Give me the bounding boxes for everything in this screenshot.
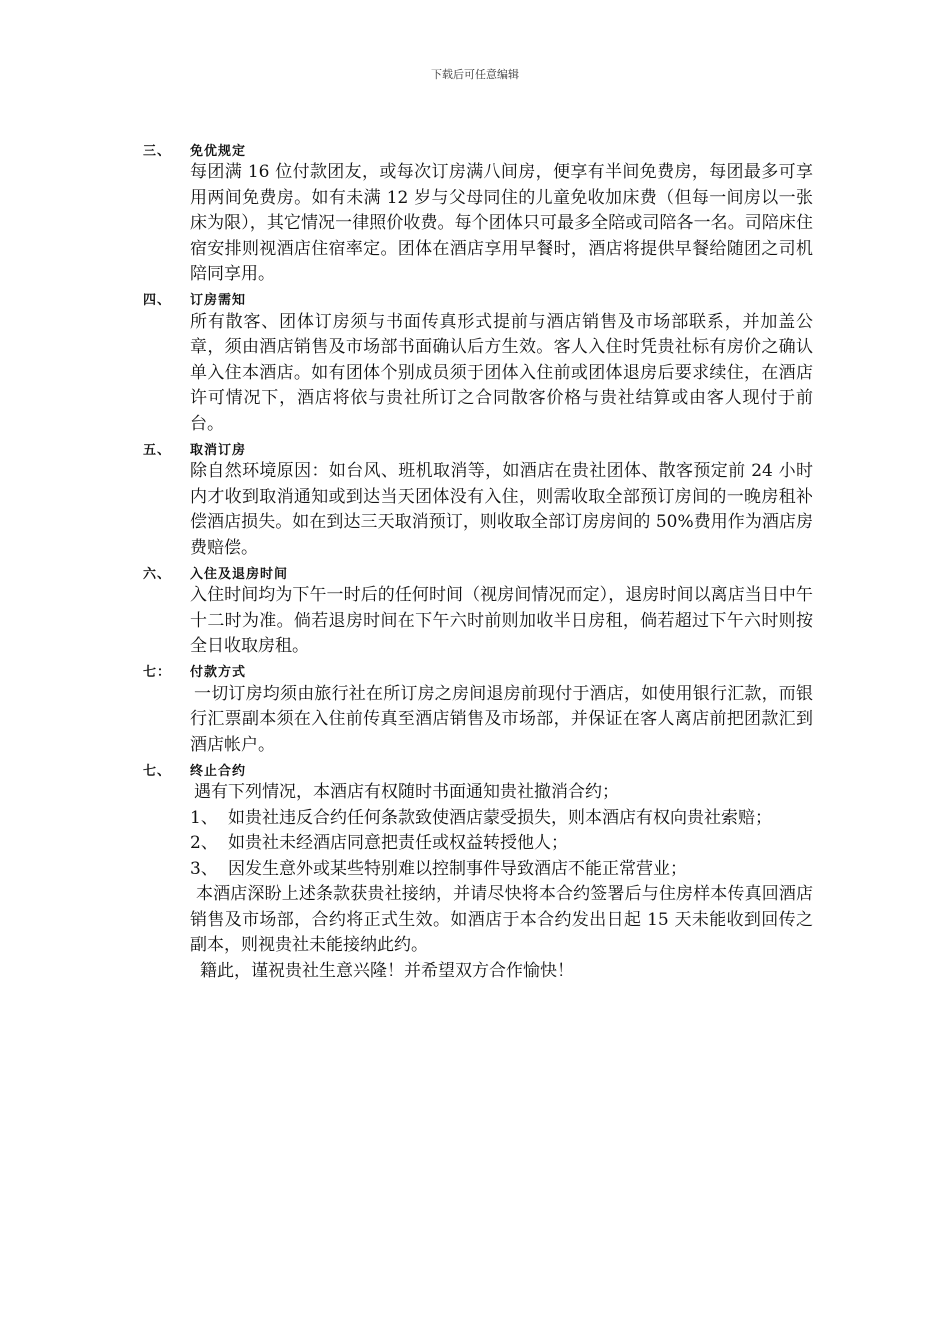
list-text: 因发生意外或某些特别难以控制事件导致酒店不能正常营业； [228,858,687,879]
section-heading [143,437,813,459]
list-number: 2、 [190,833,218,853]
section-number: 七： [143,665,172,680]
section-paragraph: 所有散客、团体订房须与书面传真形式提前与酒店销售及市场部联系，并加盖公章，须由酒店销售及市场部书面确认后方生效。客人入住时凭贵社标有房价之确认单入住本酒店。如有团体个别成员须于团体入住前或团体退房后要求续住，在酒店许可情况下，酒店将依与贵社所订之合同散客价格与贵社结算或由客人现付于前台。 [190,311,813,434]
section-number: 三、 [143,143,172,159]
section-paragraph: 入住时间均为下午一时后的任何时间（视房间情况而定），退房时间以离店当日中午十二时为准。倘若退房时间在下午六时前则加收半日房租，倘若超过下午六时则按全日收取房租。 [190,585,813,656]
list-text: 如贵社未经酒店同意把责任或权益转授他人； [228,833,568,853]
section-title: 订房需知 [190,293,247,308]
list-number: 1、 [190,807,218,828]
section-free-room-rules [143,138,813,288]
section-heading [143,660,813,682]
section-paragraph: 每团满 16 位付款团友，或每次订房满八间房，便享有半间免费房，每团最多可享用两间免费房。如有未满 12 岁与父母同住的儿童免收加床费（但每一间房以一张床为限），其它情况一律照价收费。每个团体只可最多全陪或司陪各一名。司陪床住宿安排则视酒店住宿率定。团体在酒店享用早餐时，酒店将提供早餐给随团之司机陪同享用。 [190,162,813,284]
section-title: 入住及退房时间 [190,566,289,582]
section-cancellation [143,437,813,561]
list-number: 3、 [190,858,218,879]
section-title: 免优规定 [190,143,247,159]
list-item [190,857,813,883]
section-booking-notes [143,288,813,438]
section-paragraph: 一切订房均须由旅行社在所订房之房间退房前现付于酒店，如使用银行汇款，而银行汇票副本须在入住前传真至酒店销售及市场部，并保证在客人离店前把团款汇到酒店帐户。 [190,683,813,755]
section-heading [143,561,813,583]
section-heading [143,758,813,780]
section-checkin-checkout [143,561,813,660]
section-title: 终止合约 [190,763,247,779]
list-item [190,806,813,832]
section-termination [143,758,813,984]
closing-paragraph: 本酒店深盼上述条款获贵社接纳，并请尽快将本合约签署后与住房样本传真回酒店销售及市场部，合约将正式生效。如酒店于本合约发出日起 15 天未能收到回传之副本，则视贵社未能接纳此约。 [190,884,813,955]
section-intro: 遇有下列情况，本酒店有权随时书面通知贵社撤消合约； [194,782,619,802]
section-heading [143,138,813,160]
closing-greeting: 籍此，谨祝贵社生意兴隆！并希望双方合作愉快！ [200,960,574,981]
section-paragraph: 除自然环境原因：如台风、班机取消等，如酒店在贵社团体、散客预定前 24 小时内才收到取消通知或到达当天团体没有入住，则需收取全部预订房间的一晚房租补偿酒店损失。如在到达三天取消预订，则收取全部订房房间的 50%费用作为酒店房费赔偿。 [190,461,813,558]
section-payment [143,660,813,759]
section-title: 取消订房 [190,442,247,458]
list-text: 如贵社违反合约任何条款致使酒店蒙受损失，则本酒店有权向贵社索赔； [228,807,772,828]
section-number: 四、 [143,293,172,308]
section-heading [143,288,813,310]
section-number: 五、 [143,442,172,458]
page-header: 下载后可任意编辑 [431,68,519,81]
section-number: 七、 [143,763,172,779]
section-title: 付款方式 [190,665,247,680]
section-number: 六、 [143,566,172,582]
list-item [190,831,813,857]
document-body [143,138,813,984]
